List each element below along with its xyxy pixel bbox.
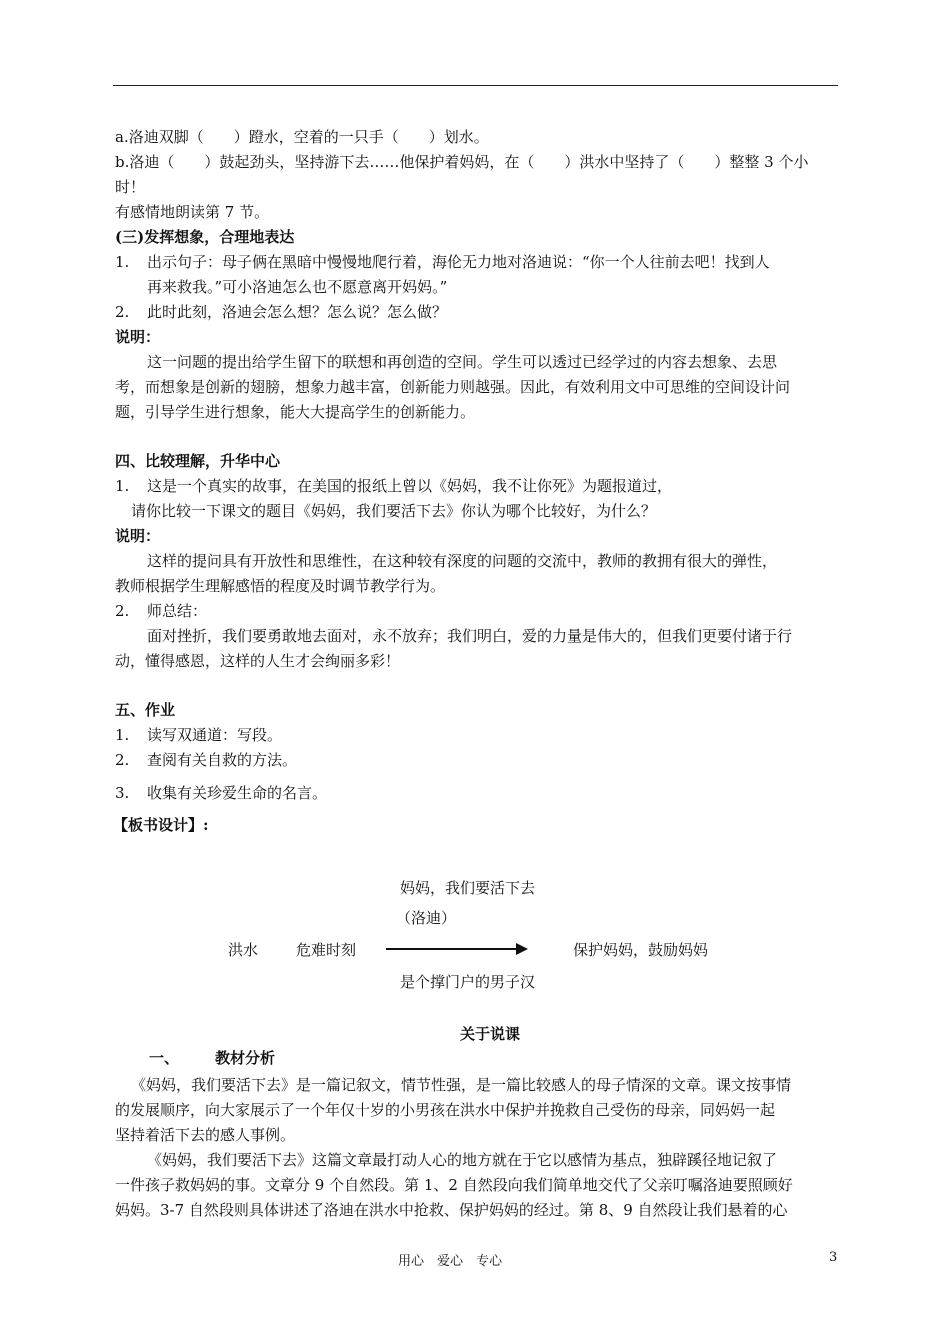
list-item-2 <box>115 301 447 323</box>
note-paragraph: 题，引导学生进行想象，能大大提高学生的创新能力。 <box>115 403 476 421</box>
analysis-paragraph: 妈妈。3-7 自然段则具体讲述了洛迪在洪水中抢救、保护妈妈的经过。第 8、9 自然段让我们悬着的心 <box>115 1201 788 1219</box>
note-paragraph: 考，而想象是创新的翅膀，想象力越丰富，创新能力则越强。因此，有效利用文中可思维的空间设计问 <box>115 378 791 396</box>
note-paragraph: 这样的提问具有开放性和思维性，在这种较有深度的问题的交流中，教师的教拥有很大的弹性， <box>147 552 778 570</box>
list-text: 此时此刻，洛迪会怎么想？怎么说？怎么做？ <box>147 303 448 321</box>
note-label: 说明： <box>115 328 161 346</box>
list-number: 1. <box>115 253 130 271</box>
note-paragraph: 这一问题的提出给学生留下的联想和再创造的空间。学生可以透过已经学过的内容去想象、去思 <box>147 353 778 371</box>
diagram-right: 保护妈妈，鼓励妈妈 <box>573 941 709 959</box>
fill-blank-b-cont: 时！ <box>115 178 146 196</box>
note-label: 说明： <box>115 527 161 545</box>
list-text: 这是一个真实的故事，在美国的报纸上曾以《妈妈，我不让你死》为题报道过， <box>147 477 673 495</box>
list-item-1-cont: 再来救我。”可小洛迪怎么也不愿意离开妈妈。” <box>147 278 448 296</box>
diagram-left-flood: 洪水 <box>228 941 259 959</box>
list-text: 查阅有关自救的方法。 <box>147 751 298 769</box>
section-title: 关于说课 <box>460 1025 521 1043</box>
list-item-1 <box>115 251 770 273</box>
analysis-paragraph: 《妈妈，我们要活下去》这篇文章最打动人心的地方就在于它以感情为基点，独辟蹊径地记叙了 <box>147 1151 778 1169</box>
homework-item-1 <box>115 724 282 746</box>
list-item-1-cont: 请你比较一下课文的题目《妈妈，我们要活下去》你认为哪个比较好，为什么？ <box>131 502 657 520</box>
header-rule <box>113 85 838 86</box>
list-text: 收集有关珍爱生命的名言。 <box>147 784 328 802</box>
section-heading-3: (三)发挥想象，合理地表达 <box>115 228 295 246</box>
list-number: 1. <box>115 726 130 744</box>
summary-paragraph: 动，懂得感恩，这样的人生才会绚丽多彩！ <box>115 652 401 670</box>
section-heading-5: 五、作业 <box>115 701 176 719</box>
list-number: 3. <box>115 784 130 802</box>
list-number: 2. <box>115 303 130 321</box>
right-arrow-icon <box>386 948 526 950</box>
diagram-name: （洛迪） <box>396 909 457 927</box>
list-item-2 <box>115 600 207 622</box>
homework-item-2 <box>115 749 297 771</box>
board-design-heading: 【板书设计】: <box>113 816 209 834</box>
heading-number: 一、 <box>149 1049 180 1067</box>
note-paragraph: 教师根据学生理解感悟的程度及时调节教学行为。 <box>115 577 446 595</box>
footer-motto: 用心 爱心 专心 <box>398 1254 503 1269</box>
read-aloud-line: 有感情地朗读第 7 节。 <box>115 203 270 221</box>
analysis-paragraph: 一件孩子救妈妈的事。文章分 9 个自然段。第 1、2 自然段向我们简单地交代了父亲叮嘱洛迪要照顾好 <box>115 1176 793 1194</box>
list-number: 2. <box>115 602 130 620</box>
homework-item-3 <box>115 782 327 804</box>
section2-heading <box>149 1047 275 1069</box>
analysis-paragraph: 《妈妈，我们要活下去》是一篇记叙文，情节性强，是一篇比较感人的母子情深的文章。课文按事情 <box>131 1076 792 1094</box>
heading-text: 教材分析 <box>215 1049 276 1067</box>
diagram-title: 妈妈，我们要活下去 <box>400 879 536 897</box>
fill-blank-a: a.洛迪双脚（ ）蹬水，空着的一只手（ ）划水。 <box>115 128 489 146</box>
diagram-left-crisis: 危难时刻 <box>296 941 357 959</box>
list-item-1 <box>115 475 672 497</box>
list-number: 1. <box>115 477 130 495</box>
list-text: 师总结： <box>147 602 208 620</box>
diagram-bottom: 是个撑门户的男子汉 <box>400 973 536 991</box>
summary-paragraph: 面对挫折，我们要勇敢地去面对，永不放弃；我们明白，爱的力量是伟大的，但我们更要付诸于行 <box>147 627 793 645</box>
list-number: 2. <box>115 751 130 769</box>
fill-blank-b: b.洛迪（ ）鼓起劲头，坚持游下去……他保护着妈妈，在（ ）洪水中坚持了（ ）整整 3 个小 <box>115 153 809 171</box>
section-heading-4: 四、比较理解，升华中心 <box>115 452 281 470</box>
analysis-paragraph: 坚持着活下去的感人事例。 <box>115 1126 296 1144</box>
page-number: 3 <box>829 1250 838 1265</box>
list-text: 出示句子：母子俩在黑暗中慢慢地爬行着，海伦无力地对洛迪说：“你一个人往前去吧！找到人 <box>147 253 770 271</box>
list-text: 读写双通道：写段。 <box>147 726 283 744</box>
analysis-paragraph: 的发展顺序，向大家展示了一个年仅十岁的小男孩在洪水中保护并挽救自己受伤的母亲，同妈妈一起 <box>115 1101 776 1119</box>
